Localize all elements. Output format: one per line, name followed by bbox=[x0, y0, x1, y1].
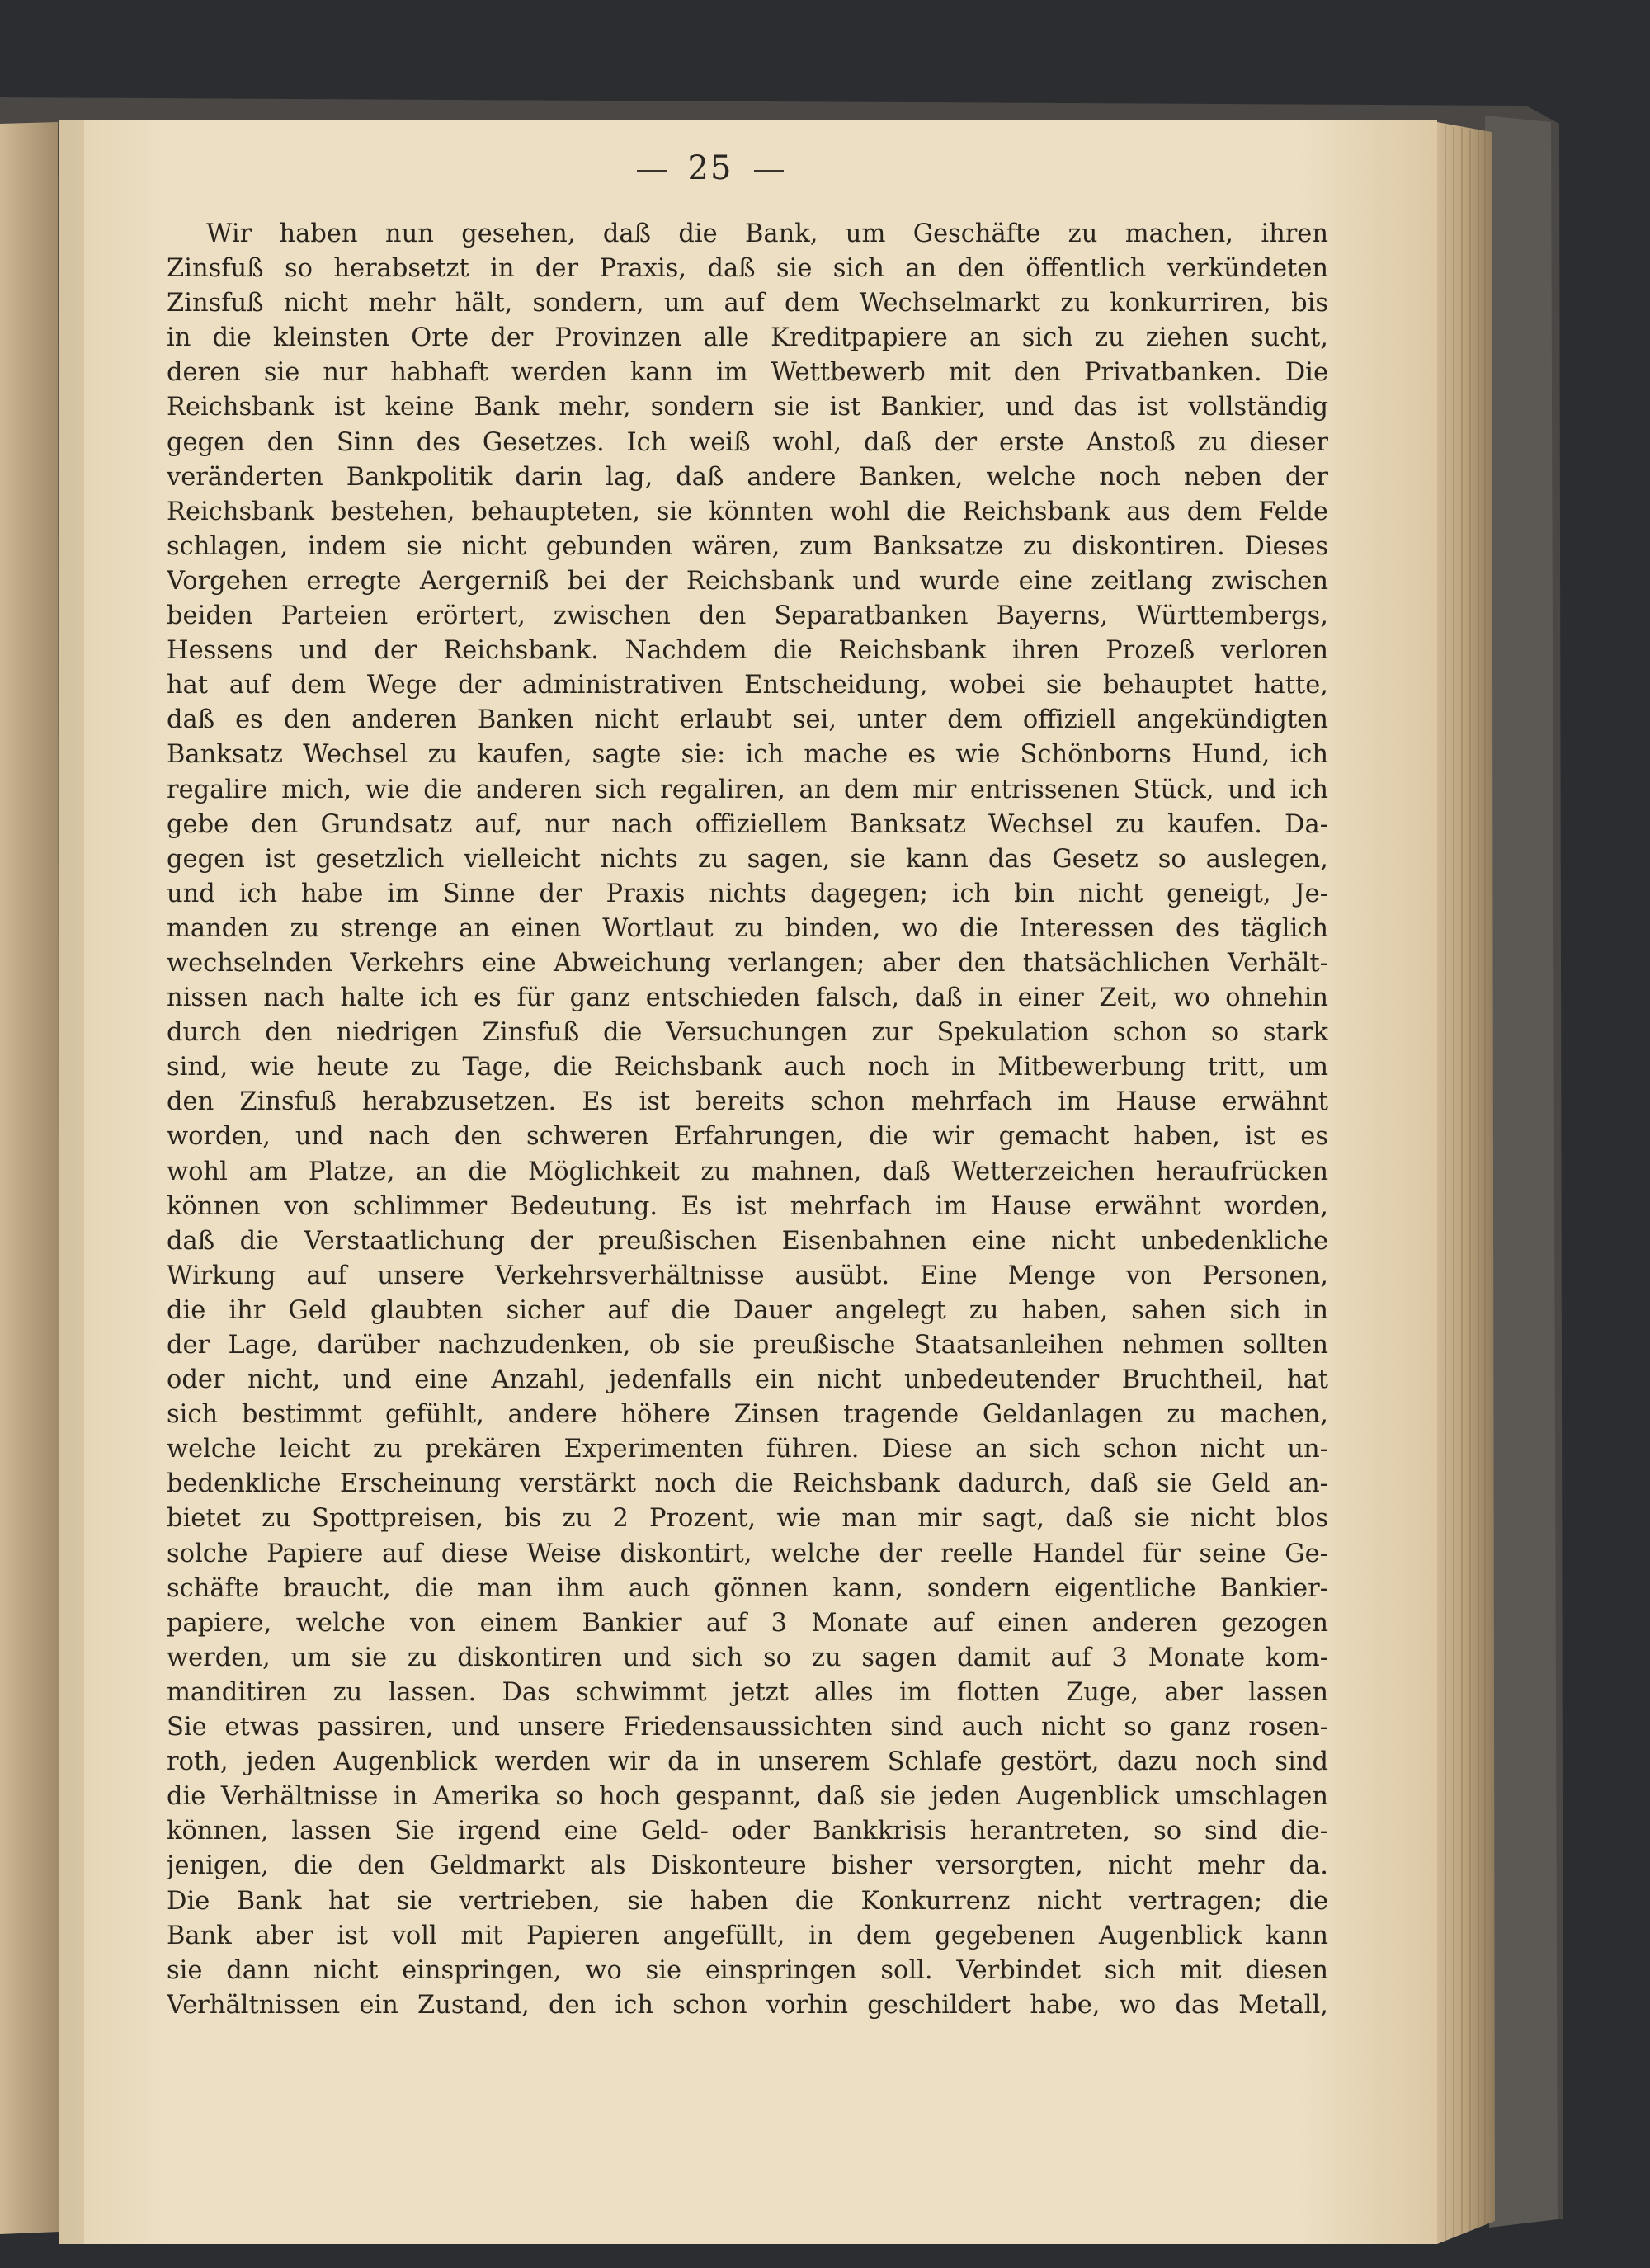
text-line: jenigen, die den Geldmarkt als Diskonteure bisher versorgten, nicht mehr da. bbox=[167, 1851, 1328, 1881]
text-line: sie dann nicht einspringen, wo sie einspringen soll. Verbindet sich mit diesen bbox=[167, 1955, 1328, 1985]
text-line: daß es den anderen Banken nicht erlaubt sei, unter dem offiziell angekündigten bbox=[167, 705, 1328, 735]
text-line: gegen ist gesetzlich vielleicht nichts zu sagen, sie kann das Gesetz so auslegen, bbox=[167, 844, 1328, 874]
text-line: und ich habe im Sinne der Praxis nichts dagegen; ich bin nicht geneigt, Je- bbox=[167, 879, 1328, 908]
text-line: Die Bank hat sie vertrieben, sie haben die Konkurrenz nicht vertragen; die bbox=[167, 1886, 1328, 1916]
book-page bbox=[59, 120, 1437, 2244]
text-line: durch den niedrigen Zinsfuß die Versuchungen zur Spekulation schon so stark bbox=[167, 1018, 1328, 1048]
text-line: regalire mich, wie die anderen sich regaliren, an dem mir entrissenen Stück, und ich bbox=[167, 775, 1328, 804]
text-line: Reichsbank ist keine Bank mehr, sondern sie ist Bankier, und das ist vollständig bbox=[167, 393, 1328, 422]
text-line: schlagen, indem sie nicht gebunden wären, zum Banksatze zu diskontiren. Dieses bbox=[167, 531, 1328, 561]
text-line: nissen nach halte ich es für ganz entschieden falsch, daß in einer Zeit, wo ohnehin bbox=[167, 983, 1328, 1013]
text-line: wohl am Platze, an die Möglichkeit zu mahnen, daß Wetterzeichen heraufrücken bbox=[167, 1157, 1328, 1186]
text-line: der Lage, darüber nachzudenken, ob sie preußische Staatsanleihen nehmen sollten bbox=[167, 1331, 1328, 1360]
text-line: werden, um sie zu diskontiren und sich so zu sagen damit auf 3 Monate kom- bbox=[167, 1643, 1328, 1672]
text-line: Verhältnissen ein Zustand, den ich schon vorhin geschildert habe, wo das Metall, bbox=[167, 1990, 1328, 2020]
text-line: wechselnden Verkehrs eine Abweichung verlangen; aber den thatsächlichen Verhält- bbox=[167, 948, 1328, 978]
page-number bbox=[59, 149, 1361, 187]
text-line: in die kleinsten Orte der Provinzen alle Kreditpapiere an sich zu ziehen sucht, bbox=[167, 323, 1328, 353]
text-line: bietet zu Spottpreisen, bis zu 2 Prozent, wie man mir sagt, daß sie nicht blos bbox=[167, 1504, 1328, 1534]
page-number-dash-left bbox=[637, 170, 667, 172]
text-line: die ihr Geld glaubten sicher auf die Dauer angelegt zu haben, sahen sich in bbox=[167, 1295, 1328, 1325]
text-line: welche leicht zu prekären Experimenten führen. Diese an sich schon nicht un- bbox=[167, 1435, 1328, 1464]
text-line: veränderten Bankpolitik darin lag, daß andere Banken, welche noch neben der bbox=[167, 462, 1328, 492]
text-line: Wir haben nun gesehen, daß die Bank, um Geschäfte zu machen, ihren bbox=[206, 219, 1328, 248]
text-line: oder nicht, und eine Anzahl, jedenfalls ein nicht unbedeutender Bruchtheil, hat bbox=[167, 1365, 1328, 1395]
text-line: gebe den Grundsatz auf, nur nach offiziellem Banksatz Wechsel zu kaufen. Da- bbox=[167, 809, 1328, 839]
text-line: sind, wie heute zu Tage, die Reichsbank auch noch in Mitbewerbung tritt, um bbox=[167, 1053, 1328, 1082]
text-line: Bank aber ist voll mit Papieren angefüllt, in dem gegebenen Augenblick kann bbox=[167, 1921, 1328, 1950]
text-line: Reichsbank bestehen, behaupteten, sie könnten wohl die Reichsbank aus dem Felde bbox=[167, 497, 1328, 526]
text-line: sich bestimmt gefühlt, andere höhere Zinsen tragende Geldanlagen zu machen, bbox=[167, 1400, 1328, 1430]
text-line: daß die Verstaatlichung der preußischen Eisenbahnen eine nicht unbedenkliche bbox=[167, 1226, 1328, 1256]
text-line: papiere, welche von einem Bankier auf 3 Monate auf einen anderen gezogen bbox=[167, 1608, 1328, 1638]
page-number-text: 25 bbox=[687, 149, 733, 187]
left-page-strip bbox=[0, 122, 59, 2234]
text-line: deren sie nur habhaft werden kann im Wettbewerb mit den Privatbanken. Die bbox=[167, 358, 1328, 388]
body-text bbox=[167, 217, 1328, 2023]
text-line: Wirkung auf unsere Verkehrsverhältnisse ausübt. Eine Menge von Personen, bbox=[167, 1261, 1328, 1290]
text-line: schäfte braucht, die man ihm auch gönnen kann, sondern eigentliche Bankier- bbox=[167, 1573, 1328, 1603]
text-line: Banksatz Wechsel zu kaufen, sagte sie: ich mache es wie Schönborns Hund, ich bbox=[167, 740, 1328, 770]
text-line: die Verhältnisse in Amerika so hoch gespannt, daß sie jeden Augenblick umschlagen bbox=[167, 1782, 1328, 1812]
text-line: bedenkliche Erscheinung verstärkt noch die Reichsbank dadurch, daß sie Geld an- bbox=[167, 1469, 1328, 1499]
text-line: gegen den Sinn des Gesetzes. Ich weiß wohl, daß der erste Anstoß zu dieser bbox=[167, 427, 1328, 457]
text-line: Hessens und der Reichsbank. Nachdem die Reichsbank ihren Prozeß verloren bbox=[167, 636, 1328, 666]
text-line: Sie etwas passiren, und unsere Friedensaussichten sind auch nicht so ganz rosen- bbox=[167, 1713, 1328, 1742]
text-line: den Zinsfuß herabzusetzen. Es ist bereits schon mehrfach im Hause erwähnt bbox=[167, 1087, 1328, 1117]
text-line: manden zu strenge an einen Wortlaut zu binden, wo die Interessen des täglich bbox=[167, 913, 1328, 943]
text-line: hat auf dem Wege der administrativen Entscheidung, wobei sie behauptet hatte, bbox=[167, 671, 1328, 700]
cover-edge-right bbox=[1485, 116, 1558, 2228]
text-line: manditiren zu lassen. Das schwimmt jetzt alles im flotten Zuge, aber lassen bbox=[167, 1677, 1328, 1707]
text-line: solche Papiere auf diese Weise diskontirt, welche der reelle Handel für seine Ge- bbox=[167, 1539, 1328, 1568]
text-line: worden, und nach den schweren Erfahrungen, die wir gemacht haben, ist es bbox=[167, 1122, 1328, 1152]
text-line: Zinsfuß so herabsetzt in der Praxis, daß sie sich an den öffentlich verkündeten bbox=[167, 254, 1328, 284]
text-line: roth, jeden Augenblick werden wir da in unserem Schlafe gestört, dazu noch sind bbox=[167, 1747, 1328, 1777]
text-line: Vorgehen erregte Aergerniß bei der Reichsbank und wurde eine zeitlang zwischen bbox=[167, 566, 1328, 596]
text-line: Zinsfuß nicht mehr hält, sondern, um auf dem Wechselmarkt zu konkurriren, bis bbox=[167, 289, 1328, 318]
text-line: können von schlimmer Bedeutung. Es ist mehrfach im Hause erwähnt worden, bbox=[167, 1191, 1328, 1221]
text-line: beiden Parteien erörtert, zwischen den Separatbanken Bayerns, Württembergs, bbox=[167, 601, 1328, 631]
text-line: können, lassen Sie irgend eine Geld- oder Bankkrisis herantreten, so sind die- bbox=[167, 1817, 1328, 1846]
page-number-dash-right bbox=[754, 170, 784, 172]
